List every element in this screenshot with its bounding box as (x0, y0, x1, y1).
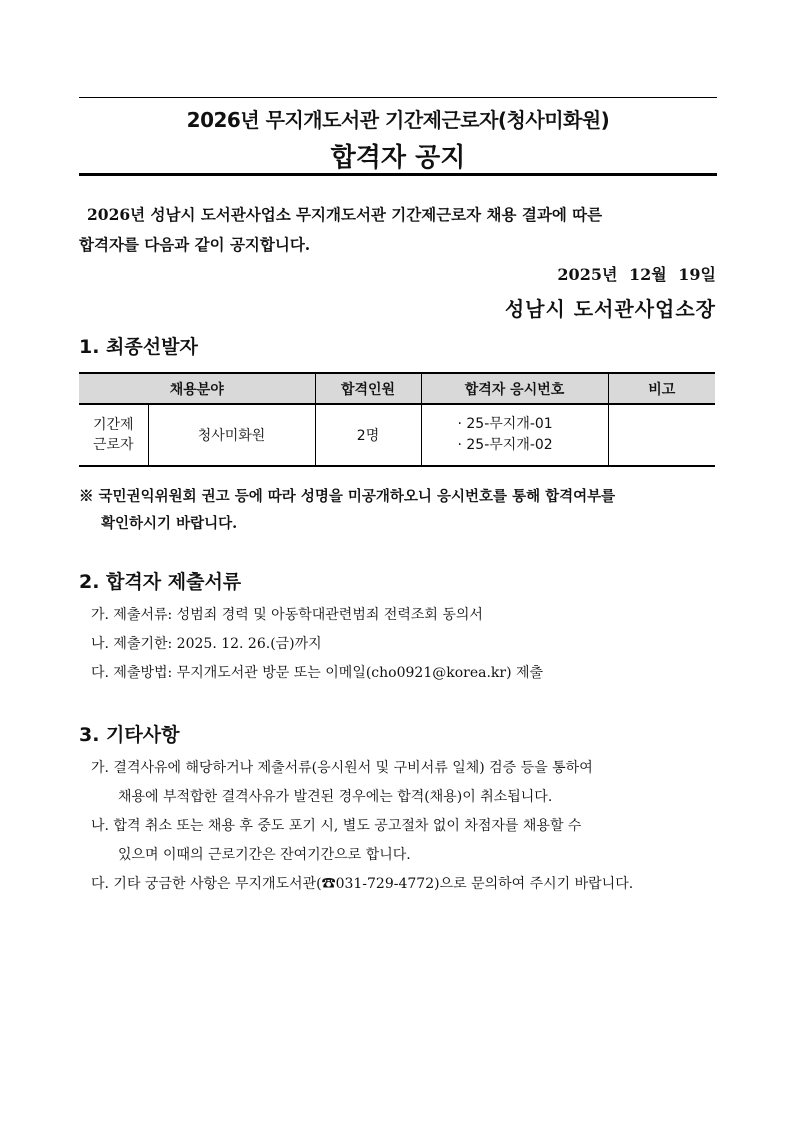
applicant-number-1: · 25-무지개-01 (457, 416, 553, 432)
list-item: 다. 기타 궁금한 사항은 무지개도서관(☎031-729-4772)으로 문의하여 주시기 바랍니다. (91, 876, 634, 892)
notice-date: 2025년 12월 19일 (557, 265, 716, 284)
intro-line2: 합격자를 다음과 같이 공지합니다. (79, 235, 311, 254)
privacy-note (79, 483, 719, 537)
title-box (79, 97, 717, 176)
intro-paragraph (79, 200, 717, 260)
title-line1: 2026년 무지개도서관 기간제근로자(청사미화원) (186, 108, 610, 132)
section3-items (91, 754, 721, 899)
result-table (79, 372, 715, 467)
list-item-continuation: 채용에 부적합한 결격사유가 발견된 경우에는 합격(채용)이 취소됩니다. (118, 789, 553, 805)
table-header-row (79, 373, 715, 404)
cell-remark (608, 404, 715, 466)
category-line1: 기간제 (92, 417, 134, 433)
list-item-continuation: 있으며 이때의 근로기간은 잔여기간으로 합니다. (118, 847, 411, 863)
table-row (79, 404, 715, 466)
list-item: 나. 제출기한: 2025. 12. 26.(금)까지 (91, 636, 322, 652)
page-title: 합격자 공지 (330, 143, 466, 173)
section1-title: 1. 최종선발자 (79, 336, 198, 358)
header-remark: 비고 (608, 373, 715, 404)
category-line2: 근로자 (92, 437, 134, 453)
note-line2: 확인하시기 바랍니다. (101, 515, 238, 532)
cell-count: 2명 (315, 404, 421, 466)
cell-field: 청사미화원 (148, 404, 315, 466)
list-item: 가. 제출서류: 성범죄 경력 및 아동학대관련범죄 전력조회 동의서 (91, 607, 483, 623)
note-line1: ※ 국민권익위원회 권고 등에 따라 성명을 미공개하오니 응시번호를 통해 합격여부를 (79, 488, 616, 505)
list-item: 다. 제출방법: 무지개도서관 방문 또는 이메일(cho0921@korea.kr) 제출 (91, 665, 544, 681)
header-count: 합격인원 (315, 373, 421, 404)
signer: 성남시 도서관사업소장 (504, 297, 716, 321)
section2-items (91, 601, 721, 688)
section3-title: 3. 기타사항 (79, 724, 180, 746)
list-item: 가. 결격사유에 해당하거나 제출서류(응시원서 및 구비서류 일체) 검증 등을 통하여 (91, 760, 593, 776)
header-numbers: 합격자 응시번호 (421, 373, 608, 404)
header-field: 채용분야 (79, 373, 315, 404)
cell-category (79, 404, 148, 466)
cell-numbers (421, 404, 608, 466)
section2-title: 2. 합격자 제출서류 (79, 571, 242, 593)
applicant-number-2: · 25-무지개-02 (457, 437, 553, 453)
list-item: 나. 합격 취소 또는 채용 후 중도 포기 시, 별도 공고절차 없이 차점자를 채용할 수 (91, 818, 582, 834)
intro-line1: 2026년 성남시 도서관사업소 무지개도서관 기간제근로자 채용 결과에 따른 (87, 205, 603, 224)
